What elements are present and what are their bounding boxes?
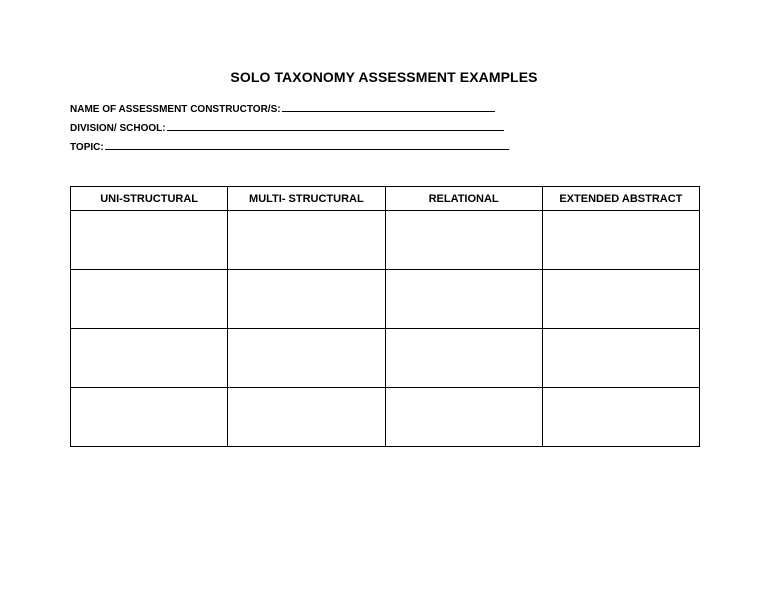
table-row — [71, 270, 700, 329]
division-school-field — [70, 121, 504, 134]
constructor-field — [70, 102, 495, 115]
topic-label: TOPIC: — [70, 142, 104, 153]
document-title: SOLO TAXONOMY ASSESSMENT EXAMPLES — [230, 69, 538, 85]
table-cell[interactable] — [71, 270, 228, 329]
table-cell[interactable] — [228, 329, 385, 388]
solo-taxonomy-table — [70, 186, 700, 447]
table-cell[interactable] — [385, 270, 542, 329]
table-cell[interactable] — [542, 329, 699, 388]
table-row — [71, 329, 700, 388]
table-cell[interactable] — [385, 329, 542, 388]
constructor-blank-line[interactable] — [282, 102, 495, 112]
table-cell[interactable] — [385, 211, 542, 270]
table-cell[interactable] — [71, 388, 228, 447]
table-cell[interactable] — [71, 329, 228, 388]
table-cell[interactable] — [542, 388, 699, 447]
table-cell[interactable] — [71, 211, 228, 270]
table-cell[interactable] — [228, 388, 385, 447]
topic-blank-line[interactable] — [105, 140, 509, 150]
table-row — [71, 211, 700, 270]
table-cell[interactable] — [385, 388, 542, 447]
table-cell[interactable] — [542, 211, 699, 270]
topic-field — [70, 140, 509, 153]
header-extended-abstract: EXTENDED ABSTRACT — [542, 187, 699, 211]
division-school-label: DIVISION/ SCHOOL: — [70, 123, 166, 134]
header-relational: RELATIONAL — [385, 187, 542, 211]
constructor-label: NAME OF ASSESSMENT CONSTRUCTOR/S: — [70, 104, 281, 115]
header-multi-structural: MULTI- STRUCTURAL — [228, 187, 385, 211]
header-uni-structural: UNI-STRUCTURAL — [71, 187, 228, 211]
table-header-row — [71, 187, 700, 211]
division-school-blank-line[interactable] — [167, 121, 504, 131]
table-row — [71, 388, 700, 447]
table-cell[interactable] — [228, 211, 385, 270]
table-cell[interactable] — [542, 270, 699, 329]
table-cell[interactable] — [228, 270, 385, 329]
